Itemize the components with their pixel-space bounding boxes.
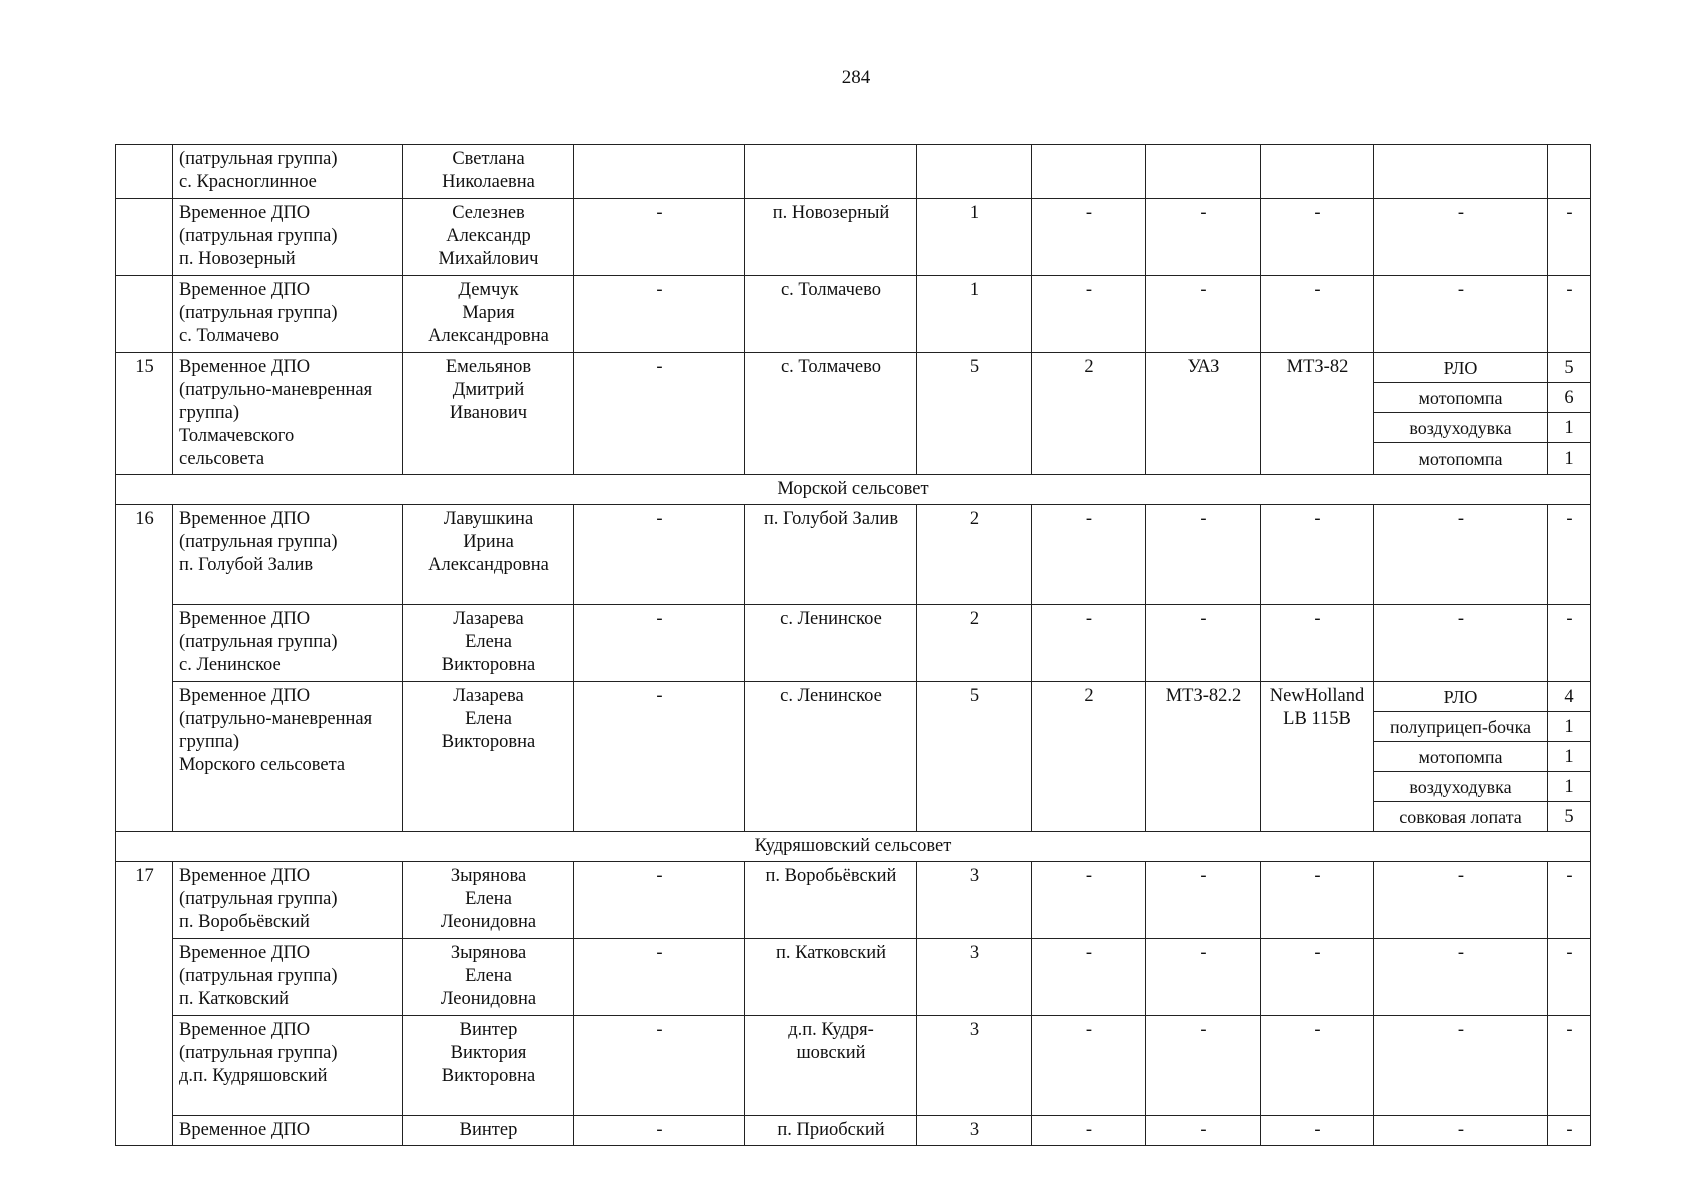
cell-head: Лавушкина Ирина Александровна xyxy=(403,505,574,605)
cell-col10: - xyxy=(1548,939,1591,1016)
cell-location: п. Катковский xyxy=(745,939,917,1016)
section-title: Морской сельсовет xyxy=(116,475,1591,505)
cell-unit-name: Временное ДПО (патрульная группа) с. Ленинское xyxy=(173,605,403,682)
cell-col8: - xyxy=(1261,505,1374,605)
cell-col6: - xyxy=(1032,605,1146,682)
cell-col6: 2 xyxy=(1032,353,1146,475)
equipment-qty: 1 xyxy=(1548,742,1591,772)
cell-col7: - xyxy=(1146,939,1261,1016)
page-number: 284 xyxy=(841,67,871,88)
cell-number xyxy=(116,145,173,199)
table-row xyxy=(116,353,1591,383)
cell-unit-name: Временное ДПО (патрульная группа) п. Катковский xyxy=(173,939,403,1016)
equipment-qty: 6 xyxy=(1548,383,1591,413)
equipment-qty: 4 xyxy=(1548,682,1591,712)
table-row xyxy=(116,1116,1591,1146)
cell-col10: - xyxy=(1548,1016,1591,1116)
cell-location: п. Голубой Залив xyxy=(745,505,917,605)
cell-unit-name: Временное ДПО (патрульная группа) п. Новозерный xyxy=(173,199,403,276)
cell-head: Селезнев Александр Михайлович xyxy=(403,199,574,276)
cell-col5: 5 xyxy=(917,682,1032,832)
cell-col8: - xyxy=(1261,276,1374,353)
equipment-qty: 1 xyxy=(1548,772,1591,802)
cell-col5 xyxy=(917,145,1032,199)
cell-col9: - xyxy=(1374,939,1548,1016)
cell-col9: - xyxy=(1374,199,1548,276)
cell-col3: - xyxy=(574,353,745,475)
cell-col6: - xyxy=(1032,939,1146,1016)
cell-head: Демчук Мария Александровна xyxy=(403,276,574,353)
cell-col9: - xyxy=(1374,1016,1548,1116)
cell-location xyxy=(745,145,917,199)
cell-col3: - xyxy=(574,199,745,276)
cell-col6: - xyxy=(1032,862,1146,939)
cell-col10: - xyxy=(1548,276,1591,353)
cell-unit-name: Временное ДПО xyxy=(173,1116,403,1146)
cell-unit-name: Временное ДПО (патрульная группа) с. Толмачево xyxy=(173,276,403,353)
cell-unit-name: Временное ДПО (патрульная группа) д.п. Кудряшовский xyxy=(173,1016,403,1116)
cell-col10 xyxy=(1548,145,1591,199)
table-row xyxy=(116,605,1591,682)
cell-col5: 1 xyxy=(917,276,1032,353)
cell-number: 17 xyxy=(116,862,173,1146)
cell-unit-name: (патрульная группа) с. Красноглинное xyxy=(173,145,403,199)
cell-col5: 2 xyxy=(917,605,1032,682)
cell-col3 xyxy=(574,145,745,199)
cell-col9: - xyxy=(1374,605,1548,682)
cell-col3: - xyxy=(574,505,745,605)
equipment-name: полуприцеп-бочка xyxy=(1374,712,1548,742)
resources-table xyxy=(115,144,1591,1146)
cell-number: 15 xyxy=(116,353,173,475)
cell-col5: 3 xyxy=(917,939,1032,1016)
cell-col9: - xyxy=(1374,276,1548,353)
cell-col7: - xyxy=(1146,1016,1261,1116)
equipment-name: воздуходувка xyxy=(1374,413,1548,443)
cell-col7: - xyxy=(1146,199,1261,276)
cell-col6: - xyxy=(1032,1016,1146,1116)
cell-col5: 3 xyxy=(917,1116,1032,1146)
cell-number xyxy=(116,199,173,276)
cell-col8: - xyxy=(1261,199,1374,276)
equipment-qty: 1 xyxy=(1548,712,1591,742)
cell-col8: - xyxy=(1261,1116,1374,1146)
cell-col6 xyxy=(1032,145,1146,199)
cell-col9: - xyxy=(1374,862,1548,939)
cell-col3: - xyxy=(574,939,745,1016)
table-row xyxy=(116,682,1591,712)
cell-unit-name: Временное ДПО (патрульная группа) п. Голубой Залив xyxy=(173,505,403,605)
section-row xyxy=(116,832,1591,862)
cell-location: п. Новозерный xyxy=(745,199,917,276)
cell-head: Лазарева Елена Викторовна xyxy=(403,682,574,832)
table-row xyxy=(116,862,1591,939)
cell-col7: - xyxy=(1146,862,1261,939)
section-row xyxy=(116,475,1591,505)
cell-head: Винтер xyxy=(403,1116,574,1146)
cell-col9 xyxy=(1374,145,1548,199)
cell-col8: - xyxy=(1261,605,1374,682)
equipment-name: совковая лопата xyxy=(1374,802,1548,832)
cell-head: Винтер Виктория Викторовна xyxy=(403,1016,574,1116)
equipment-qty: 1 xyxy=(1548,413,1591,443)
cell-col5: 2 xyxy=(917,505,1032,605)
cell-location: с. Толмачево xyxy=(745,276,917,353)
equipment-qty: 1 xyxy=(1548,443,1591,475)
cell-col6: 2 xyxy=(1032,682,1146,832)
cell-location: с. Ленинское xyxy=(745,682,917,832)
cell-col10: - xyxy=(1548,605,1591,682)
cell-col3: - xyxy=(574,1116,745,1146)
table-row xyxy=(116,1016,1591,1116)
cell-location: п. Воробьёвский xyxy=(745,862,917,939)
cell-col7 xyxy=(1146,145,1261,199)
cell-col3: - xyxy=(574,1016,745,1116)
cell-col10: - xyxy=(1548,199,1591,276)
cell-col7: - xyxy=(1146,505,1261,605)
cell-col5: 3 xyxy=(917,862,1032,939)
cell-unit-name: Временное ДПО (патрульно-маневренная группа) Морского сельсовета xyxy=(173,682,403,832)
cell-unit-name: Временное ДПО (патрульная группа) п. Воробьёвский xyxy=(173,862,403,939)
cell-col7: МТЗ-82.2 xyxy=(1146,682,1261,832)
cell-col7: УАЗ xyxy=(1146,353,1261,475)
cell-col7: - xyxy=(1146,276,1261,353)
cell-col3: - xyxy=(574,862,745,939)
cell-col6: - xyxy=(1032,276,1146,353)
cell-col3: - xyxy=(574,682,745,832)
cell-head: Зырянова Елена Леонидовна xyxy=(403,862,574,939)
equipment-name: РЛО xyxy=(1374,682,1548,712)
cell-col7: - xyxy=(1146,605,1261,682)
equipment-name: мотопомпа xyxy=(1374,383,1548,413)
cell-col10: - xyxy=(1548,505,1591,605)
cell-col6: - xyxy=(1032,1116,1146,1146)
cell-col3: - xyxy=(574,605,745,682)
cell-col8: - xyxy=(1261,862,1374,939)
cell-col8: NewHolland LB 115B xyxy=(1261,682,1374,832)
cell-col5: 3 xyxy=(917,1016,1032,1116)
cell-location: с. Толмачево xyxy=(745,353,917,475)
cell-location: д.п. Кудря- шовский xyxy=(745,1016,917,1116)
cell-number: 16 xyxy=(116,505,173,832)
cell-col9: - xyxy=(1374,505,1548,605)
cell-col6: - xyxy=(1032,199,1146,276)
table-row xyxy=(116,276,1591,353)
equipment-qty: 5 xyxy=(1548,802,1591,832)
cell-col8: - xyxy=(1261,1016,1374,1116)
cell-col5: 1 xyxy=(917,199,1032,276)
cell-unit-name: Временное ДПО (патрульно-маневренная группа) Толмачевского сельсовета xyxy=(173,353,403,475)
cell-col5: 5 xyxy=(917,353,1032,475)
cell-col9: - xyxy=(1374,1116,1548,1146)
equipment-name: РЛО xyxy=(1374,353,1548,383)
equipment-name: воздуходувка xyxy=(1374,772,1548,802)
cell-col8: - xyxy=(1261,939,1374,1016)
equipment-name: мотопомпа xyxy=(1374,443,1548,475)
table-row xyxy=(116,505,1591,605)
table-row xyxy=(116,145,1591,199)
table-row xyxy=(116,199,1591,276)
cell-col10: - xyxy=(1548,862,1591,939)
cell-head: Зырянова Елена Леонидовна xyxy=(403,939,574,1016)
cell-col6: - xyxy=(1032,505,1146,605)
cell-col8 xyxy=(1261,145,1374,199)
cell-head: Светлана Николаевна xyxy=(403,145,574,199)
cell-col3: - xyxy=(574,276,745,353)
cell-number xyxy=(116,276,173,353)
equipment-name: мотопомпа xyxy=(1374,742,1548,772)
equipment-qty: 5 xyxy=(1548,353,1591,383)
cell-head: Лазарева Елена Викторовна xyxy=(403,605,574,682)
cell-location: п. Приобский xyxy=(745,1116,917,1146)
cell-col7: - xyxy=(1146,1116,1261,1146)
cell-head: Емельянов Дмитрий Иванович xyxy=(403,353,574,475)
cell-location: с. Ленинское xyxy=(745,605,917,682)
table-row xyxy=(116,939,1591,1016)
section-title: Кудряшовский сельсовет xyxy=(116,832,1591,862)
cell-col10: - xyxy=(1548,1116,1591,1146)
cell-col8: МТЗ-82 xyxy=(1261,353,1374,475)
